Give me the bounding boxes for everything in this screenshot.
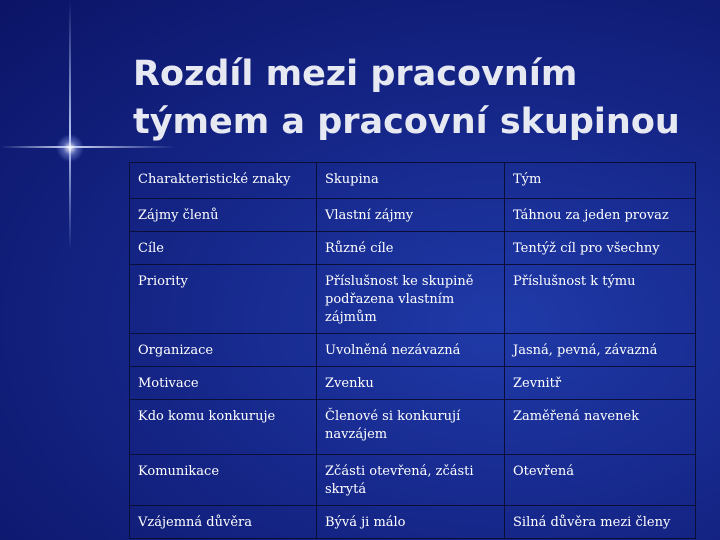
table-cell: Příslušnost ke skupině podřazena vlastním zájmům [317, 265, 505, 334]
table-row [130, 199, 696, 232]
table-cell: Priority [130, 265, 317, 334]
slide-title-line-1: Rozdíl mezi pracovním [133, 54, 578, 94]
table-cell: Cíle [130, 232, 317, 265]
table-row [130, 232, 696, 265]
table-cell: Bývá ji málo [317, 506, 505, 539]
header-cell-group: Skupina [317, 163, 505, 199]
table-cell: Organizace [130, 334, 317, 367]
table-row [130, 455, 696, 506]
table-cell: Kdo komu konkuruje [130, 400, 317, 455]
table-cell: Silná důvěra mezi členy [505, 506, 696, 539]
header-cell-characteristics: Charakteristické znaky [130, 163, 317, 199]
slide-title [133, 50, 713, 146]
slide-title-line-2: týmem a pracovní skupinou [133, 102, 680, 142]
table-cell: Otevřená [505, 455, 696, 506]
table-cell: Motivace [130, 367, 317, 400]
table-row [130, 367, 696, 400]
table-cell: Zaměřená navenek [505, 400, 696, 455]
table-header-row [130, 163, 696, 199]
lens-flare-horizontal [0, 146, 175, 148]
table-cell: Jasná, pevná, závazná [505, 334, 696, 367]
table-cell: Členové si konkurují navzájem [317, 400, 505, 455]
table-cell: Vzájemná důvěra [130, 506, 317, 539]
table-row [130, 265, 696, 334]
table-cell: Příslušnost k týmu [505, 265, 696, 334]
lens-flare-glow [56, 134, 84, 162]
table-cell: Uvolněná nezávazná [317, 334, 505, 367]
table-cell: Zvenku [317, 367, 505, 400]
table-cell: Zevnitř [505, 367, 696, 400]
comparison-table [129, 162, 696, 539]
table-row [130, 506, 696, 539]
header-cell-team: Tým [505, 163, 696, 199]
table-cell: Komunikace [130, 455, 317, 506]
table-cell: Tentýž cíl pro všechny [505, 232, 696, 265]
table-cell: Zájmy členů [130, 199, 317, 232]
table-cell: Zčásti otevřená, zčásti skrytá [317, 455, 505, 506]
table-cell: Různé cíle [317, 232, 505, 265]
table-row [130, 334, 696, 367]
table-row [130, 400, 696, 455]
table-cell: Vlastní zájmy [317, 199, 505, 232]
lens-flare-vertical [69, 0, 71, 250]
table-cell: Táhnou za jeden provaz [505, 199, 696, 232]
